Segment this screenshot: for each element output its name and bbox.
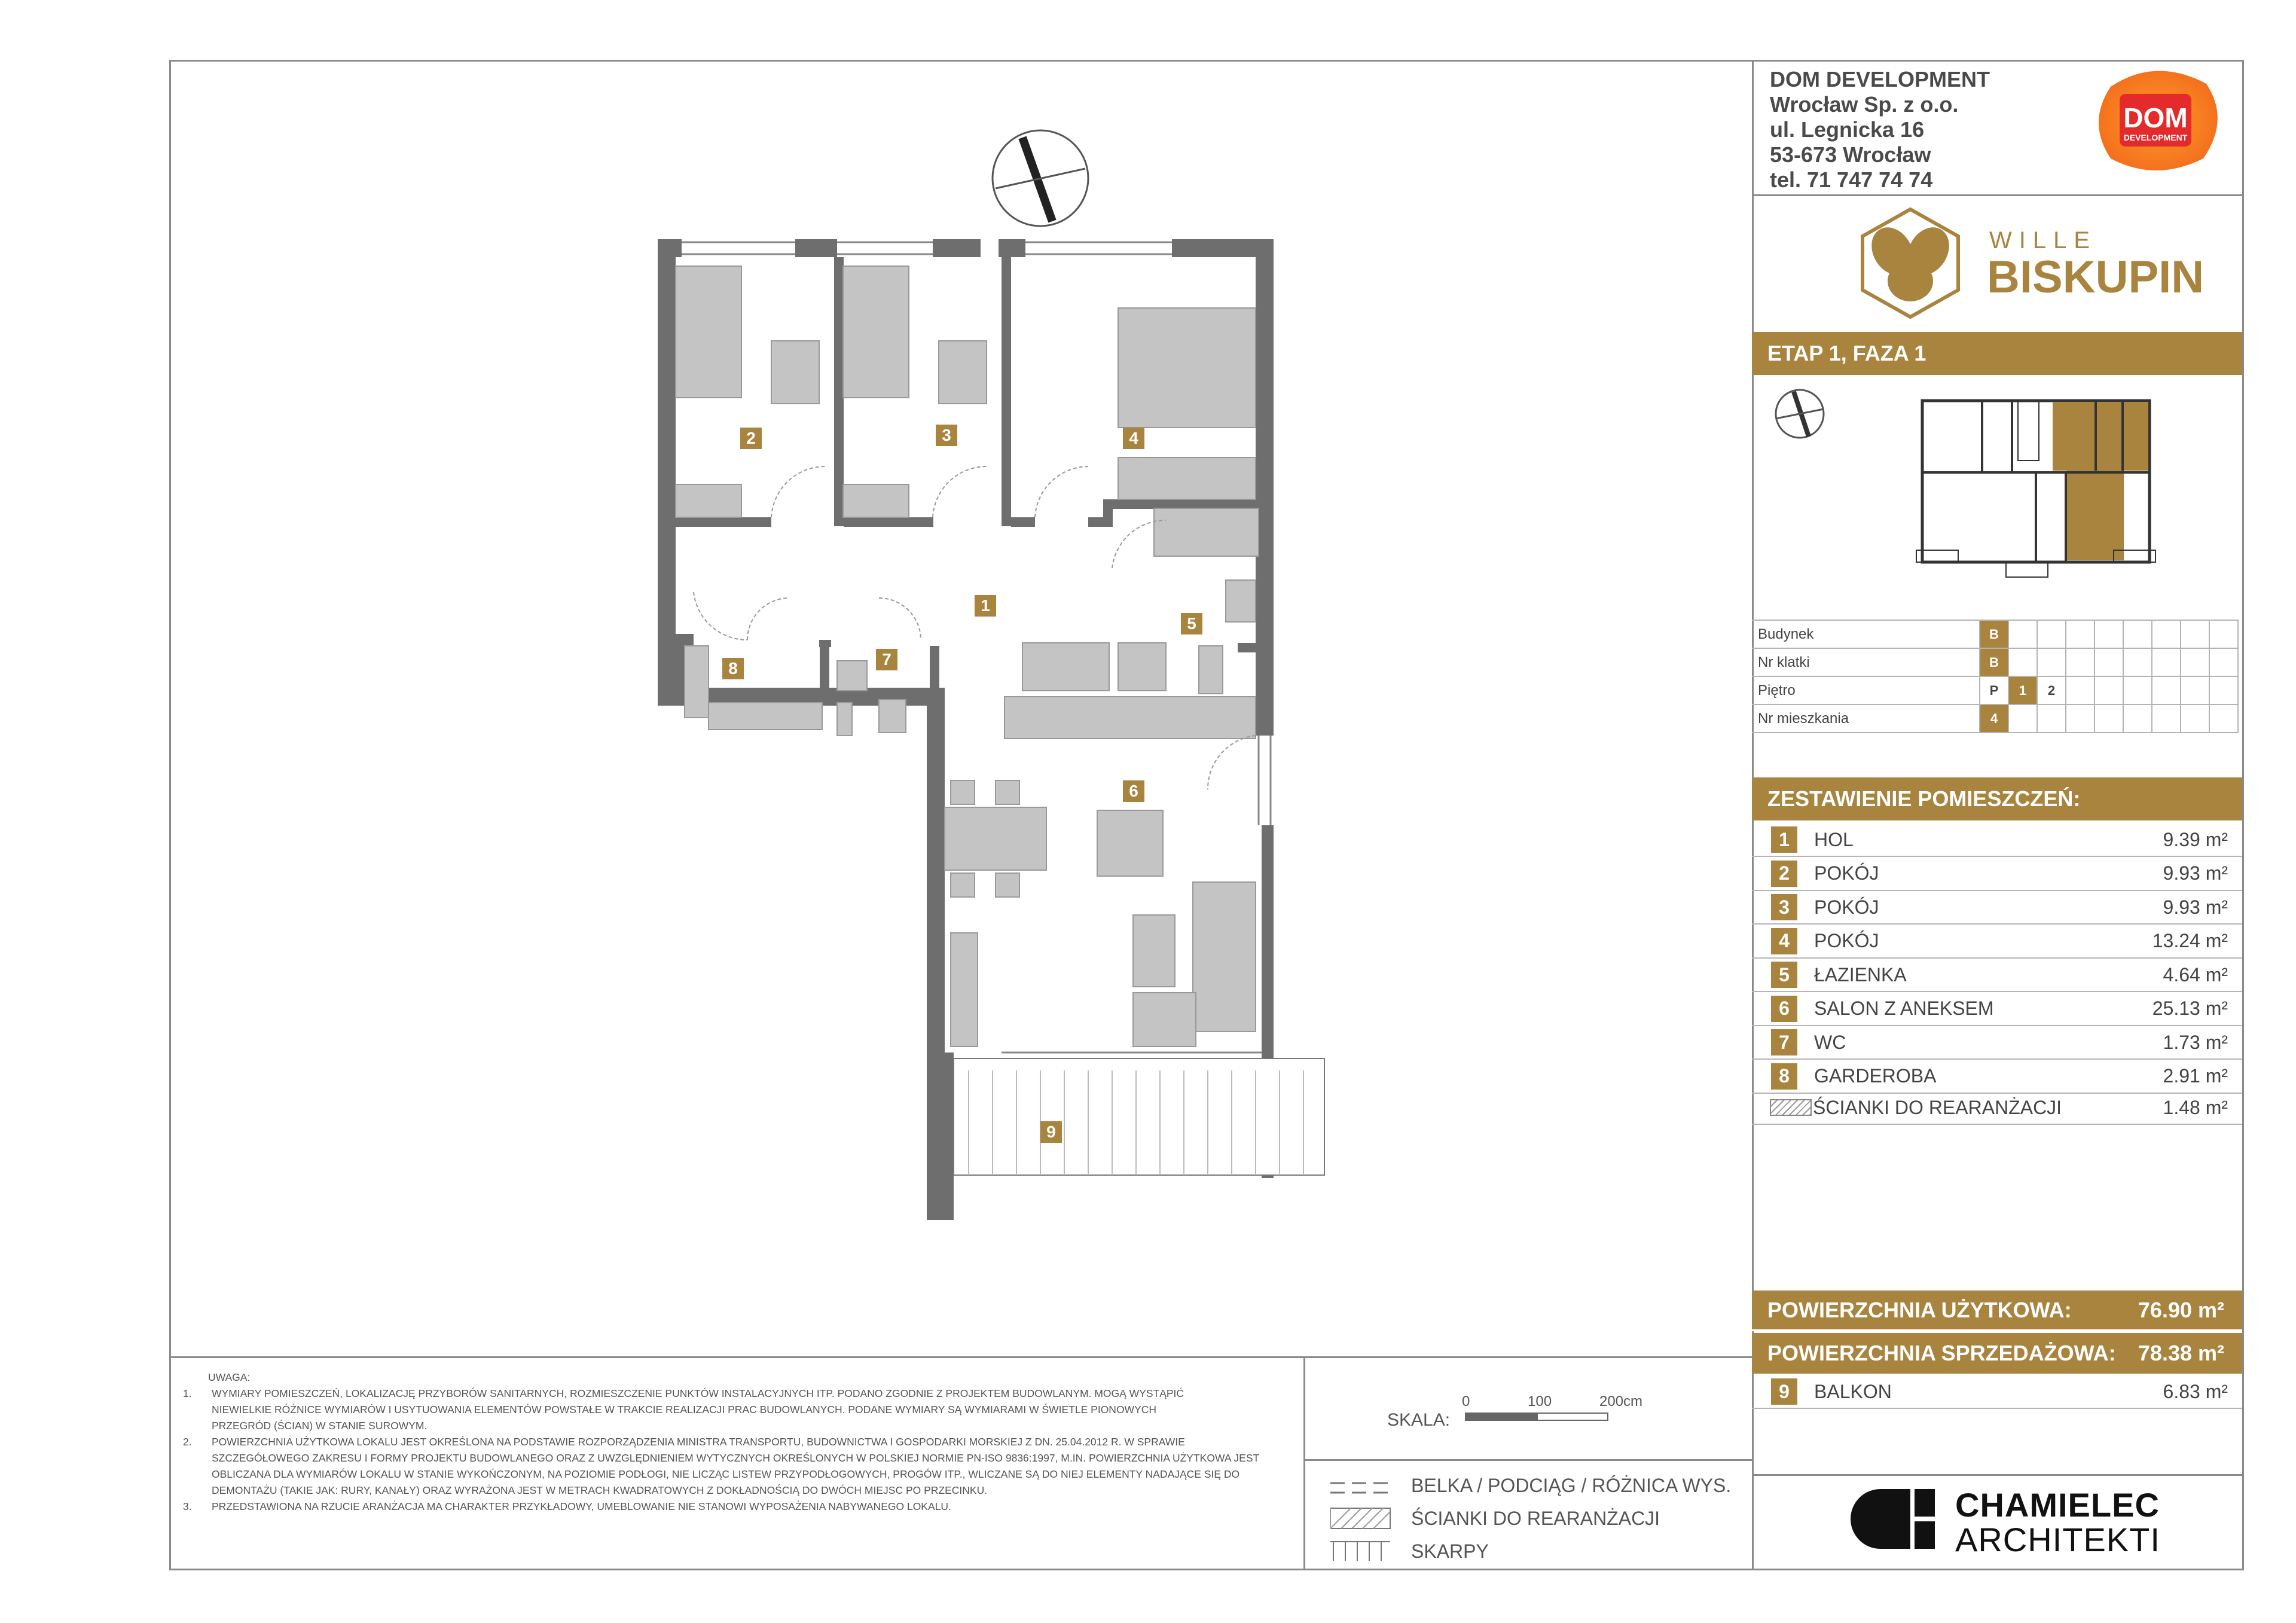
scale-tick-0: 0 xyxy=(1462,1393,1470,1410)
note-line xyxy=(179,1482,1303,1499)
room-num: 8 xyxy=(1771,1063,1797,1090)
note-line xyxy=(179,1386,1303,1402)
note-text: NIEWIELKIE RÓŻNICE WYMIARÓW I USYTUOWANIA ELEMENTÓW POWSTAŁE W TRAKCIE REALIZACJI PRAC BUDOWLANYCH. PODANE WYMIARY SĄ WYMIARAMI W ŚWIETLE PIONOWYCH xyxy=(212,1404,1157,1415)
info-cell xyxy=(2008,704,2037,733)
company-divider xyxy=(1752,194,2244,196)
balcony-area: 6.83 m² xyxy=(2163,1380,2228,1402)
walls-name: ŚCIANKI DO REARANŻACJI xyxy=(1813,1096,2062,1118)
plan-label-7: 7 xyxy=(876,649,897,670)
notes xyxy=(179,1369,1303,1515)
room-row xyxy=(1752,891,2242,925)
info-row xyxy=(1752,648,2238,676)
info-cell xyxy=(2181,704,2209,733)
info-cell xyxy=(2209,704,2238,733)
room-row xyxy=(1752,925,2242,959)
note-number xyxy=(179,1450,212,1466)
brand-big: BISKUPIN xyxy=(1987,252,2205,303)
info-cell xyxy=(2152,620,2181,648)
room-area: 25.13 m² xyxy=(2152,997,2228,1019)
rooms-title: ZESTAWIENIE POMIESZCZEŃ: xyxy=(1767,786,2081,811)
key-plan xyxy=(1761,383,2233,586)
plan-label-4: 4 xyxy=(1123,428,1144,449)
brand-small: WILLE xyxy=(1989,227,2097,254)
note-text: PRZEDSTAWIONA NA RZUCIE ARANŻACJA MA CHARAKTER PRZYKŁADOWY, UMEBLOWANIE NIE STANOWI WYPOSAŻENIA NABYWANEGO LOKALU. xyxy=(212,1500,951,1512)
architect-line1: CHAMIELEC xyxy=(1955,1486,2160,1524)
room-name: HOL xyxy=(1814,828,1854,850)
unit-info-table xyxy=(1752,620,2239,733)
room-row xyxy=(1752,823,2242,857)
sale-area-bar xyxy=(1752,1333,2242,1374)
info-cell xyxy=(2152,676,2181,704)
sale-area-value: 78.38 m² xyxy=(2138,1341,2224,1365)
info-cell xyxy=(2095,620,2123,648)
info-row xyxy=(1752,620,2238,648)
info-cell xyxy=(2152,648,2181,676)
note-number: 1. xyxy=(183,1387,192,1399)
notes-divider xyxy=(1303,1356,1305,1570)
stage-text: ETAP 1, FAZA 1 xyxy=(1767,341,1926,365)
note-line xyxy=(179,1434,1303,1450)
info-cell: P xyxy=(1980,676,2008,704)
room-num: 5 xyxy=(1771,962,1797,988)
room-num: 4 xyxy=(1771,928,1797,954)
room-area: 13.24 m² xyxy=(2152,930,2228,951)
legend-item: ŚCIANKI DO REARANŻACJI xyxy=(1411,1508,1660,1529)
dom-development-logo xyxy=(2087,63,2224,176)
room-area: 1.73 m² xyxy=(2163,1031,2228,1053)
notes-title: UWAGA: xyxy=(208,1371,251,1383)
info-cell xyxy=(2123,620,2152,648)
room-row xyxy=(1752,959,2242,992)
balcony-name: BALKON xyxy=(1814,1380,1892,1402)
room-name: WC xyxy=(1814,1031,1846,1053)
info-cell: 2 xyxy=(2037,676,2066,704)
room-name: ŁAZIENKA xyxy=(1814,963,1907,986)
room-row xyxy=(1752,1026,2242,1060)
note-text: SZCZEGÓŁOWEGO ZAKRESU I FORMY PROJEKTU BUDOWLANEGO ORAZ Z UWZGLĘDNIENIEM WYTYCZNYCH OKREŚLONYCH W POLSKIEJ NORMIE PN-ISO 9836:1997, M.IN. POWIERZCHNIA UŻYTKOWA JEST xyxy=(212,1452,1260,1464)
info-cell xyxy=(2181,676,2209,704)
info-label: Nr klatki xyxy=(1752,648,1980,676)
scale-label: SKALA: xyxy=(1387,1410,1451,1430)
info-cell xyxy=(2152,704,2181,733)
info-cell xyxy=(2095,704,2123,733)
note-line xyxy=(179,1450,1303,1466)
floor-plan xyxy=(598,114,1375,1220)
sale-area-label: POWIERZCHNIA SPRZEDAŻOWA: xyxy=(1767,1341,2116,1365)
scale-bar xyxy=(1387,1393,1674,1441)
info-cell xyxy=(2066,648,2095,676)
note-text: WYMIARY POMIESZCZEŃ, LOKALIZACJĘ PRZYBORÓW SANITARNYCH, ROZMIESZCZENIE PUNKTÓW INSTALACYJNYCH ITP. PODANO ZGODNIE Z PROJEKTEM BUDOWLANYM. MOGĄ WYSTĄPIĆ xyxy=(212,1387,1184,1399)
room-area: 4.64 m² xyxy=(2163,963,2228,986)
room-area: 9.93 m² xyxy=(2163,862,2228,884)
plan-label-2: 2 xyxy=(740,428,762,449)
note-number xyxy=(179,1418,212,1434)
info-cell xyxy=(2066,620,2095,648)
info-cell: B xyxy=(1980,648,2008,676)
room-name: POKÓJ xyxy=(1814,930,1879,951)
room-row xyxy=(1752,1060,2242,1094)
scale-bar-filled xyxy=(1465,1413,1537,1421)
note-text: PRZEGRÓD (ŚCIAN) W STANIE SUROWYM. xyxy=(212,1420,428,1432)
info-cell xyxy=(2095,676,2123,704)
info-cell xyxy=(2181,648,2209,676)
company-phone: tel. 71 747 74 74 xyxy=(1770,167,1933,192)
note-text: DEMONTAŻU (TAKIE JAK: RURY, KANAŁY) ORAZ WYRAŻONA JEST W METRACH KWADRATOWYCH Z DOKŁADNOŚCIĄ DO DWÓCH MIEJSC PO PRZECINKU. xyxy=(212,1484,988,1496)
info-cell xyxy=(2123,704,2152,733)
rooms-title-bar xyxy=(1752,777,2242,820)
usable-area-bar xyxy=(1752,1291,2242,1331)
walls-area: 1.48 m² xyxy=(2163,1096,2228,1118)
room-num: 1 xyxy=(1771,826,1797,853)
company-address xyxy=(1770,67,1990,193)
info-cell xyxy=(2209,620,2238,648)
chamielec-logo xyxy=(1848,1483,2218,1561)
company-street: ul. Legnicka 16 xyxy=(1770,117,1925,142)
note-number: 2. xyxy=(183,1436,192,1448)
info-cell xyxy=(2037,620,2066,648)
plan-label-3: 3 xyxy=(936,425,957,446)
room-name: POKÓJ xyxy=(1814,862,1879,884)
floor-plan-svg xyxy=(598,114,1375,1220)
info-label: Piętro xyxy=(1752,676,1980,704)
note-text: POWIERZCHNIA UŻYTKOWA LOKALU JEST OKREŚLONA NA PODSTAWIE ROZPORZĄDZENIA MINISTRA TRANSPORTU, BUDOWNICTWA I GOSPODARKI MORSKIEJ Z DN. 25.04.2012 R. W SPRAWIE xyxy=(212,1436,1185,1448)
dom-logo-text: DOM xyxy=(2123,102,2188,133)
company-line2: Wrocław Sp. z o.o. xyxy=(1770,92,1959,117)
plan-label-9: 9 xyxy=(1040,1121,1062,1143)
info-label: Nr mieszkania xyxy=(1752,704,1980,733)
plan-label-5: 5 xyxy=(1181,613,1202,634)
info-cell xyxy=(2181,620,2209,648)
info-label: Budynek xyxy=(1752,620,1980,648)
architect-line2: ARCHITEKTI xyxy=(1955,1521,2160,1558)
note-line xyxy=(179,1402,1303,1418)
info-row xyxy=(1752,676,2238,704)
plan-label-8: 8 xyxy=(722,658,744,679)
info-cell xyxy=(2008,648,2037,676)
company-name: DOM DEVELOPMENT xyxy=(1770,67,1990,91)
note-text: OBLICZANA DLA WYMIARÓW LOKALU W STANIE WYKOŃCZONYM, NA POZIOMIE PODŁOGI, NIE LICZĄC LISTEW PRZYPODŁOGOWYCH, PROGÓW ITP., WLICZANE SĄ DO NIEJ ELEMENTY NADAJĄCE SIĘ DO xyxy=(212,1468,1240,1480)
info-cell xyxy=(2037,704,2066,733)
info-cell xyxy=(2123,676,2152,704)
info-cell xyxy=(2066,676,2095,704)
room-num: 7 xyxy=(1771,1029,1797,1055)
info-cell xyxy=(2123,648,2152,676)
walls-row xyxy=(1752,1091,2242,1125)
room-name: SALON Z ANEKSEM xyxy=(1814,997,1994,1019)
note-number: 3. xyxy=(183,1500,192,1512)
note-line xyxy=(179,1499,1303,1515)
room-num: 6 xyxy=(1771,996,1797,1022)
note-number xyxy=(179,1466,212,1482)
legend xyxy=(1330,1477,1749,1567)
plan-label-6: 6 xyxy=(1123,780,1144,802)
scale-tick-200: 200cm xyxy=(1599,1393,1643,1410)
legend-item: SKARPY xyxy=(1411,1540,1489,1562)
room-row xyxy=(1752,858,2242,891)
info-cell: 4 xyxy=(1980,704,2008,733)
note-number xyxy=(179,1482,212,1499)
room-area: 2.91 m² xyxy=(2163,1065,2228,1087)
room-num: 3 xyxy=(1771,894,1797,920)
wille-biskupin-logo xyxy=(1845,200,2203,326)
scale-tick-100: 100 xyxy=(1528,1393,1552,1410)
info-cell: B xyxy=(1980,620,2008,648)
note-line xyxy=(179,1466,1303,1482)
room-area: 9.39 m² xyxy=(2163,828,2228,850)
dom-logo-sub: DEVELOPMENT xyxy=(2123,133,2188,142)
info-cell xyxy=(2209,676,2238,704)
note-line xyxy=(179,1418,1303,1434)
notes-band-top xyxy=(169,1356,1754,1358)
usable-area-label: POWIERZCHNIA UŻYTKOWA: xyxy=(1767,1297,2072,1322)
info-row xyxy=(1752,704,2238,733)
info-cell xyxy=(2037,648,2066,676)
room-row xyxy=(1752,993,2242,1026)
info-cell xyxy=(2066,704,2095,733)
info-cell xyxy=(2008,620,2037,648)
room-name: GARDEROBA xyxy=(1814,1065,1937,1087)
scale-bar-empty xyxy=(1537,1413,1608,1421)
room-area: 9.93 m² xyxy=(2163,896,2228,918)
legend-item: BELKA / PODCIĄG / RÓŻNICA WYS. xyxy=(1411,1475,1732,1496)
company-city: 53-673 Wrocław xyxy=(1770,142,1931,167)
architect-divider xyxy=(1752,1474,2244,1476)
hatch-swatch xyxy=(1770,1099,1812,1116)
stage-bar xyxy=(1752,332,2242,375)
north-arrow-icon xyxy=(993,130,1088,226)
room-name: POKÓJ xyxy=(1814,896,1879,918)
note-number xyxy=(179,1402,212,1418)
legend-top xyxy=(1303,1459,1753,1461)
usable-area-value: 76.90 m² xyxy=(2138,1297,2224,1322)
plan-label-1: 1 xyxy=(975,595,996,617)
balcony-row xyxy=(1752,1375,2242,1409)
info-cell xyxy=(2095,648,2123,676)
balcony-num: 9 xyxy=(1771,1378,1797,1405)
info-cell: 1 xyxy=(2008,676,2037,704)
room-num: 2 xyxy=(1771,861,1797,887)
info-cell xyxy=(2209,648,2238,676)
